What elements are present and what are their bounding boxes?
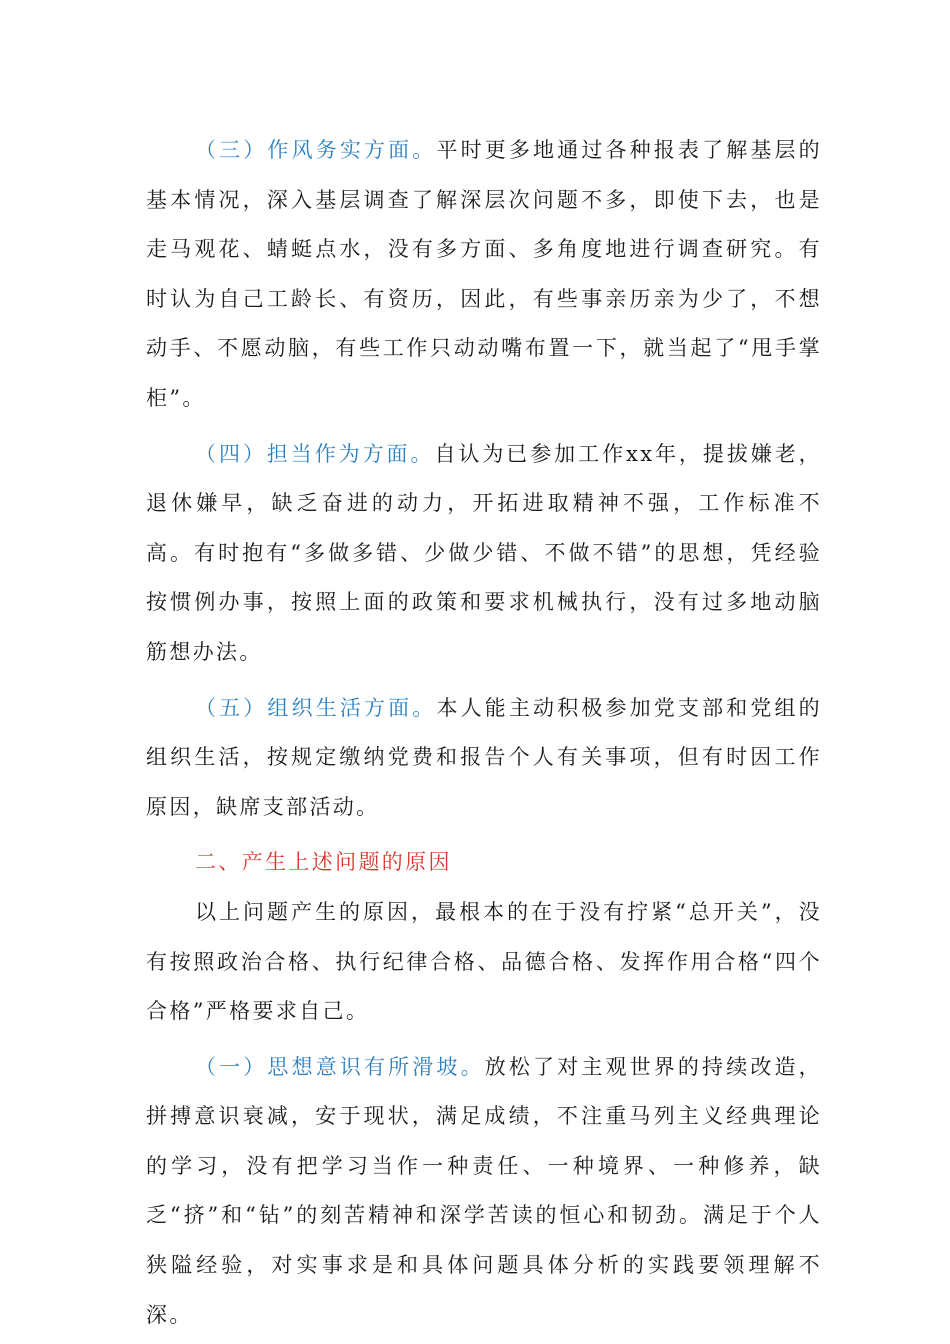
paragraph-body: 自认为已参加工作xx年，提拔嫌老，退休嫌早，缺乏奋进的动力，开拓进取精神不强，工作标准不高。有时抱有“多做多错、少做少错、不做不错”的思想，凭经验按惯例办事，按照上面的政策和要求机械执行，没有过多地动脑筋想办法。 xyxy=(146,441,823,664)
paragraph-intro: 以上问题产生的原因，最根本的在于没有拧紧“总开关”，没有按照政治合格、执行纪律合格、品德合格、发挥作用合格“四个合格”严格要求自己。 xyxy=(146,899,822,1024)
paragraph-body: 放松了对主观世界的持续改造，拼搏意识衰减，安于现状，满足成绩，不注重马列主义经典理论的学习，没有把学习当作一种责任、一种境界、一种修养，缺乏“挤”和“钻”的刻苦精神和深学苦读的恒心和韧劲。满足于个人狭隘经验，对实事求是和具体问题具体分析的实践要领理解不深。 xyxy=(146,1054,822,1327)
paragraph-body: 平时更多地通过各种报表了解基层的基本情况，深入基层调查了解深层次问题不多，即使下去，也是走马观花、蜻蜓点水，没有多方面、多角度地进行调查研究。有时认为自己工龄长、有资历，因此，有些事亲历亲为少了，不想动手、不愿动脑，有些工作只动动嘴布置一下，就当起了“甩手掌柜”。 xyxy=(146,138,823,410)
paragraph-cause-1 xyxy=(146,1043,822,1341)
paragraph-body: 本人能主动积极参加党支部和党组的组织生活，按规定缴纳党费和报告个人有关事项，但有时因工作原因，缺席支部活动。 xyxy=(146,695,823,819)
paragraph-work-style xyxy=(146,126,822,424)
paragraph-lead: （一）思想意识有所滑坡。 xyxy=(195,1054,485,1079)
section-heading: 二、产生上述问题的原因 xyxy=(195,850,452,875)
paragraph-lead: （三）作风务实方面。 xyxy=(195,138,437,162)
paragraph-lead: （五）组织生活方面。 xyxy=(195,695,437,720)
paragraph-organization-life xyxy=(146,684,822,833)
paragraph-lead: （四）担当作为方面。 xyxy=(195,441,435,466)
paragraph-responsibility xyxy=(146,430,822,678)
